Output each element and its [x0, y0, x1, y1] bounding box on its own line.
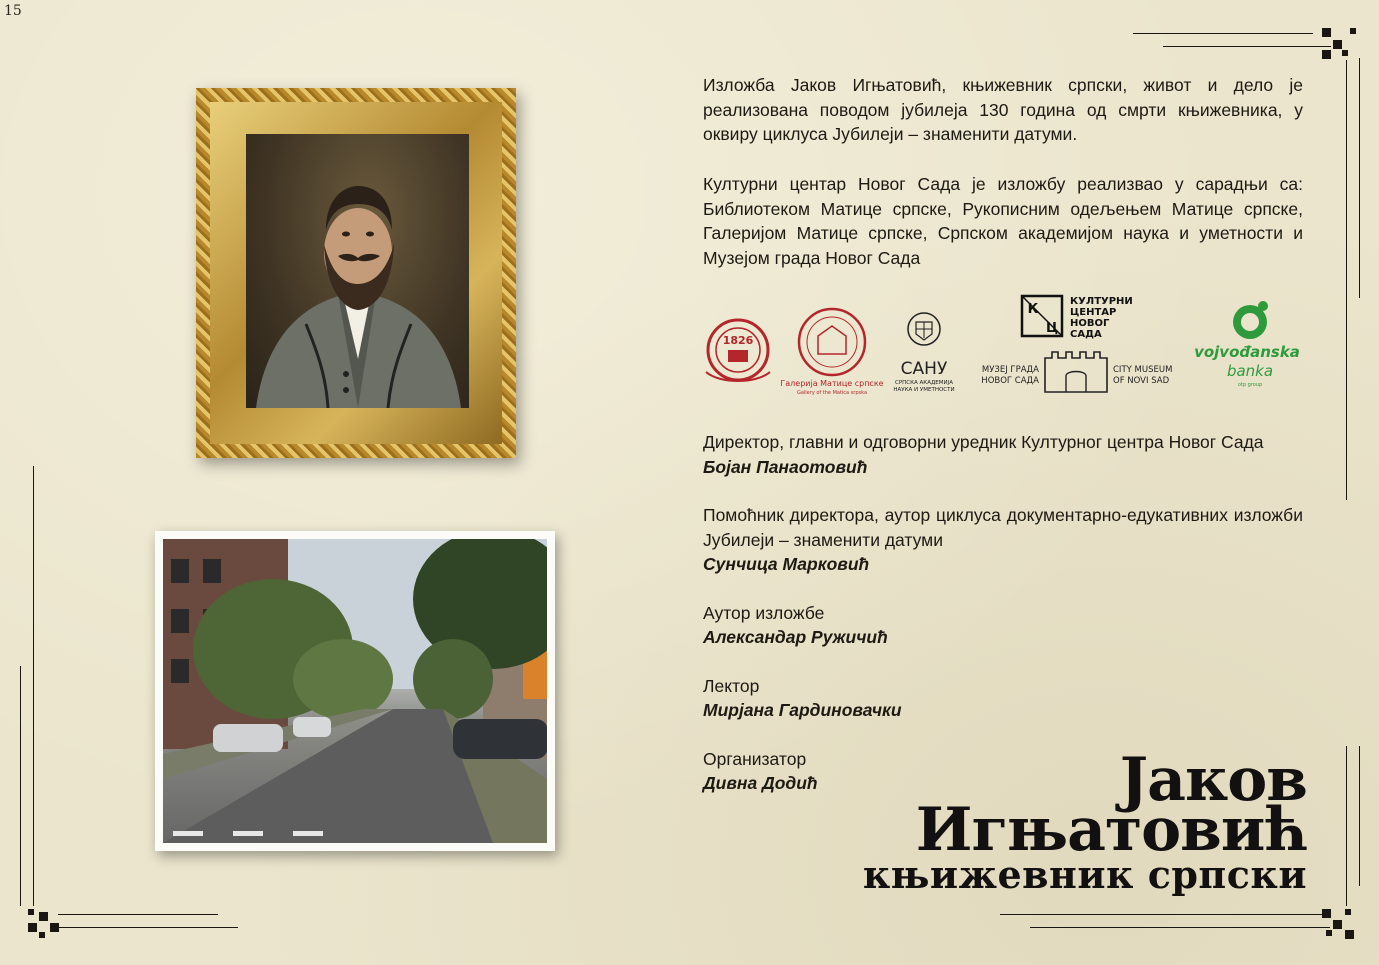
kulturni-centar-logo	[1022, 296, 1133, 340]
kc-letter-c: Ц	[1045, 321, 1059, 336]
credit-role: Директор, главни и одговорни уредник Културног центра Новог Сада	[703, 432, 1264, 452]
kc-line-4: САДА	[1070, 329, 1102, 340]
portrait-painting	[196, 88, 516, 458]
library-year: 1826	[722, 334, 754, 347]
credit-role: Аутор изложбе	[703, 602, 825, 623]
street-scene	[163, 539, 547, 843]
credit-entry	[703, 674, 1303, 723]
credit-role: Помоћник директора, аутор циклуса документарно-едукативних изложби Јубилеји – знаменити датуми	[703, 505, 1303, 550]
credits-list	[703, 430, 1303, 796]
kc-line-3: НОВОГ	[1070, 318, 1110, 329]
kc-line-1: КУЛТУРНИ	[1070, 296, 1133, 307]
credit-person: Бојан Панаотовић	[703, 456, 868, 477]
sanu-logo	[893, 313, 954, 393]
kc-line-2: ЦЕНТАР	[1070, 307, 1117, 318]
title-surname: Игњатовић	[915, 795, 1307, 865]
credit-person: Мирјана Гардиновачки	[703, 700, 902, 720]
bank-name-1: vojvođanska	[1194, 343, 1300, 361]
bank-group: otp group	[1237, 382, 1263, 388]
bank-name-2: banka	[1226, 362, 1274, 380]
kc-letter-k: К	[1027, 302, 1039, 317]
gallery-matica-srpska-logo	[780, 309, 883, 396]
intro-paragraph-1: Изложба Јаков Игњатовић, књижевник српски, живот и дело је реализована поводом јубилеја 130 година од смрти књижевника, у оквиру циклуса Јубилеји – знаменити датуми.	[703, 75, 1303, 144]
credit-person: Александар Ружичић	[703, 627, 888, 647]
gallery-name-latin: Gallery of the Matica srpska	[796, 390, 868, 396]
intro-paragraph-2: Културни центар Новог Сада је изложбу реализвао у сарадњи са: Библиотеком Матице српске, Рукописним одељењем Матице српске, Галеријом Матице српске, Српском академијом наука и уметности и Музејом града Новог Сада	[703, 174, 1303, 268]
street-photo	[155, 531, 555, 851]
credit-person: Сунчица Марковић	[703, 554, 870, 574]
credit-role: Организатор	[703, 748, 807, 769]
museum-line-2: НОВОГ САДА	[981, 376, 1039, 386]
credit-entry	[703, 503, 1303, 577]
credit-person: Дивна Додић	[703, 773, 818, 793]
page-number: 15	[4, 3, 22, 19]
partner-logos	[700, 292, 1310, 398]
exhibition-title	[862, 745, 1307, 897]
museum-line-1: МУЗЕЈ ГРАДА	[981, 365, 1039, 375]
vojvodjanska-banka-logo	[1194, 301, 1300, 388]
city-museum-logo	[981, 352, 1172, 392]
credit-role: Лектор	[703, 675, 760, 696]
portrait-canvas	[246, 134, 469, 408]
credit-entry	[703, 601, 1303, 650]
title-subtitle: књижевник српски	[862, 852, 1307, 897]
portrait-figure	[246, 134, 469, 408]
gallery-name-cyrillic: Галерија Матице српске	[780, 379, 884, 388]
street-photo-image	[163, 539, 547, 843]
sanu-acronym: САНУ	[900, 359, 948, 379]
sanu-subtitle-1: СРПСКА АКАДЕМИЈА	[895, 380, 953, 386]
museum-line-4: OF NOVI SAD	[1113, 376, 1170, 386]
museum-line-3: CITY MUSEUM	[1113, 365, 1173, 375]
credit-entry	[703, 430, 1303, 479]
sanu-subtitle-2: НАУКА И УМЕТНОСТИ	[893, 387, 955, 393]
title-first-name: Јаков	[1119, 745, 1307, 815]
library-matica-srpska-logo	[706, 320, 770, 381]
